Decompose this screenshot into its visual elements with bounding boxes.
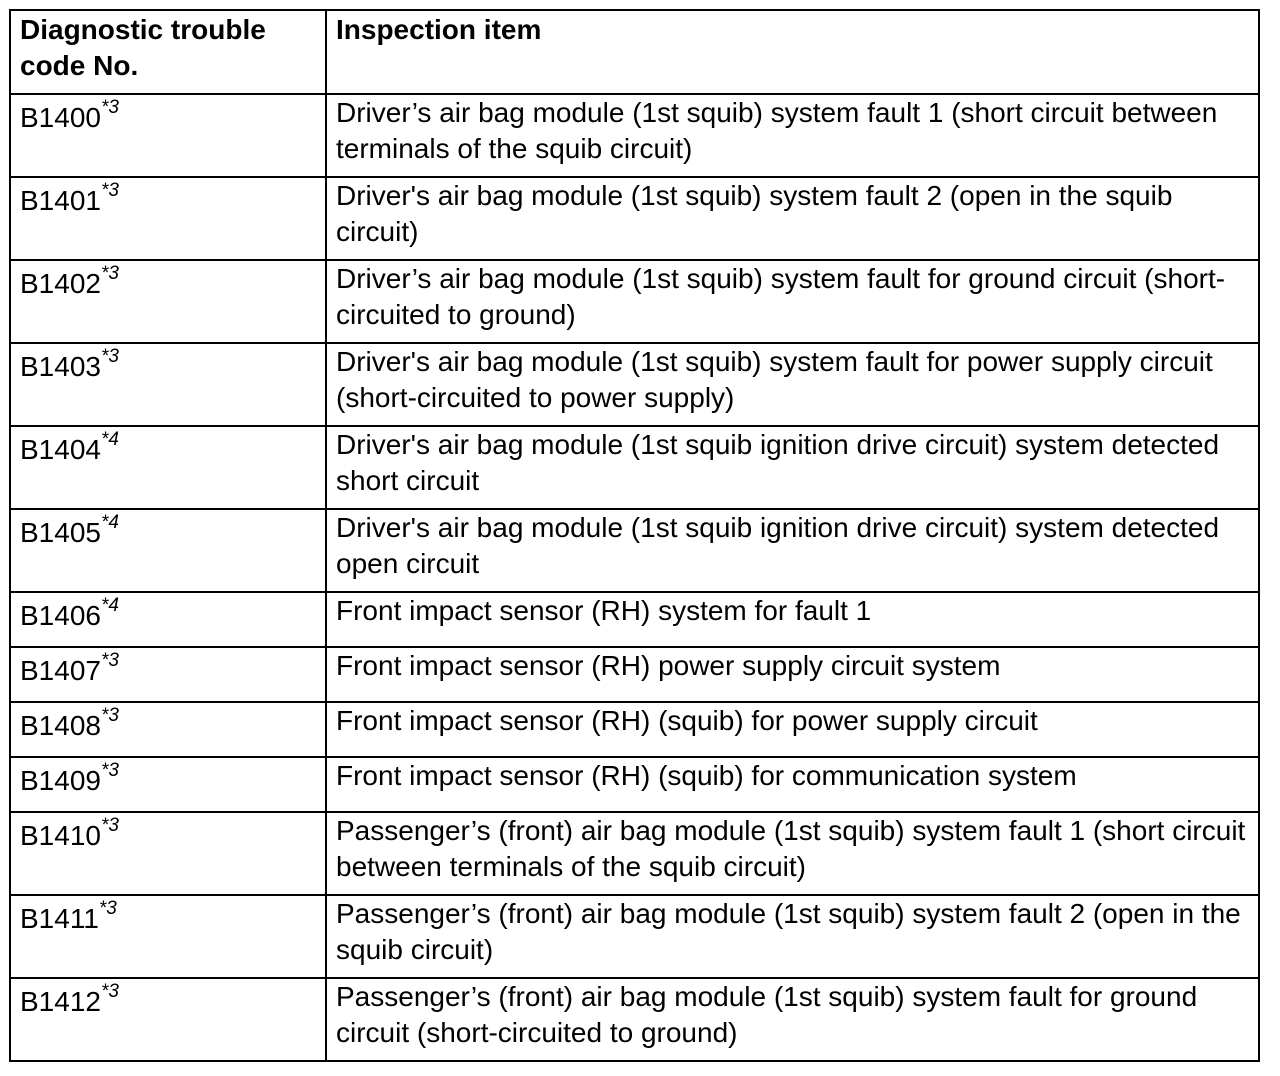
code-cell	[10, 895, 326, 978]
code-text: B1400	[20, 102, 101, 133]
code-text: B1410	[20, 820, 101, 851]
table-row	[10, 978, 1259, 1061]
item-cell: Driver's air bag module (1st squib ignition drive circuit) system detected short circuit	[326, 426, 1259, 509]
table-row	[10, 812, 1259, 895]
item-cell: Passenger’s (front) air bag module (1st squib) system fault 2 (open in the squib circuit)	[326, 895, 1259, 978]
header-code: Diagnostic trouble code No.	[10, 10, 326, 94]
footnote-mark: *3	[100, 96, 119, 118]
code-text: B1406	[20, 600, 101, 631]
item-cell: Driver's air bag module (1st squib) system fault 2 (open in the squib circuit)	[326, 177, 1259, 260]
code-text: B1401	[20, 185, 101, 216]
footnote-mark: *3	[100, 649, 119, 671]
table-row	[10, 592, 1259, 647]
code-text: B1412	[20, 986, 101, 1017]
code-cell	[10, 592, 326, 647]
header-item: Inspection item	[326, 10, 1259, 94]
footnote-mark: *3	[100, 179, 119, 201]
footnote-mark: *3	[100, 980, 119, 1002]
code-cell	[10, 260, 326, 343]
table-row	[10, 895, 1259, 978]
item-cell: Passenger’s (front) air bag module (1st squib) system fault for ground circuit (short-circuited to ground)	[326, 978, 1259, 1061]
code-cell	[10, 509, 326, 592]
code-cell	[10, 978, 326, 1061]
code-cell	[10, 812, 326, 895]
footnote-mark: *3	[100, 759, 119, 781]
footnote-mark: *3	[98, 897, 117, 919]
table-row	[10, 343, 1259, 426]
table-row	[10, 509, 1259, 592]
code-cell	[10, 426, 326, 509]
code-text: B1402	[20, 268, 101, 299]
code-text: B1409	[20, 765, 101, 796]
item-cell: Front impact sensor (RH) (squib) for power supply circuit	[326, 702, 1259, 757]
code-text: B1407	[20, 655, 101, 686]
footnote-mark: *4	[100, 594, 119, 616]
item-cell: Driver’s air bag module (1st squib) system fault for ground circuit (short-circuited to ground)	[326, 260, 1259, 343]
item-cell: Driver’s air bag module (1st squib) system fault 1 (short circuit between terminals of the squib circuit)	[326, 94, 1259, 177]
footnote-mark: *3	[100, 814, 119, 836]
code-cell	[10, 94, 326, 177]
code-cell	[10, 177, 326, 260]
table-row	[10, 702, 1259, 757]
item-cell: Front impact sensor (RH) (squib) for communication system	[326, 757, 1259, 812]
footnote-mark: *3	[100, 345, 119, 367]
table-row	[10, 757, 1259, 812]
footnote-mark: *4	[100, 428, 119, 450]
code-cell	[10, 757, 326, 812]
code-text: B1404	[20, 434, 101, 465]
header-row	[10, 10, 1259, 94]
code-text: B1405	[20, 517, 101, 548]
table-row	[10, 426, 1259, 509]
footnote-mark: *4	[100, 511, 119, 533]
table-row	[10, 647, 1259, 702]
item-cell: Front impact sensor (RH) system for fault 1	[326, 592, 1259, 647]
code-cell	[10, 647, 326, 702]
table-row	[10, 94, 1259, 177]
footnote-mark: *3	[100, 704, 119, 726]
item-cell: Passenger’s (front) air bag module (1st squib) system fault 1 (short circuit between terminals of the squib circuit)	[326, 812, 1259, 895]
footnote-mark: *3	[100, 262, 119, 284]
table-row	[10, 177, 1259, 260]
code-cell	[10, 702, 326, 757]
code-text: B1411	[20, 903, 99, 934]
item-cell: Driver's air bag module (1st squib) system fault for power supply circuit (short-circuited to power supply)	[326, 343, 1259, 426]
code-text: B1408	[20, 710, 101, 741]
table-row	[10, 260, 1259, 343]
code-cell	[10, 343, 326, 426]
dtc-table	[9, 9, 1260, 1062]
item-cell: Front impact sensor (RH) power supply circuit system	[326, 647, 1259, 702]
item-cell: Driver's air bag module (1st squib ignition drive circuit) system detected open circuit	[326, 509, 1259, 592]
code-text: B1403	[20, 351, 101, 382]
